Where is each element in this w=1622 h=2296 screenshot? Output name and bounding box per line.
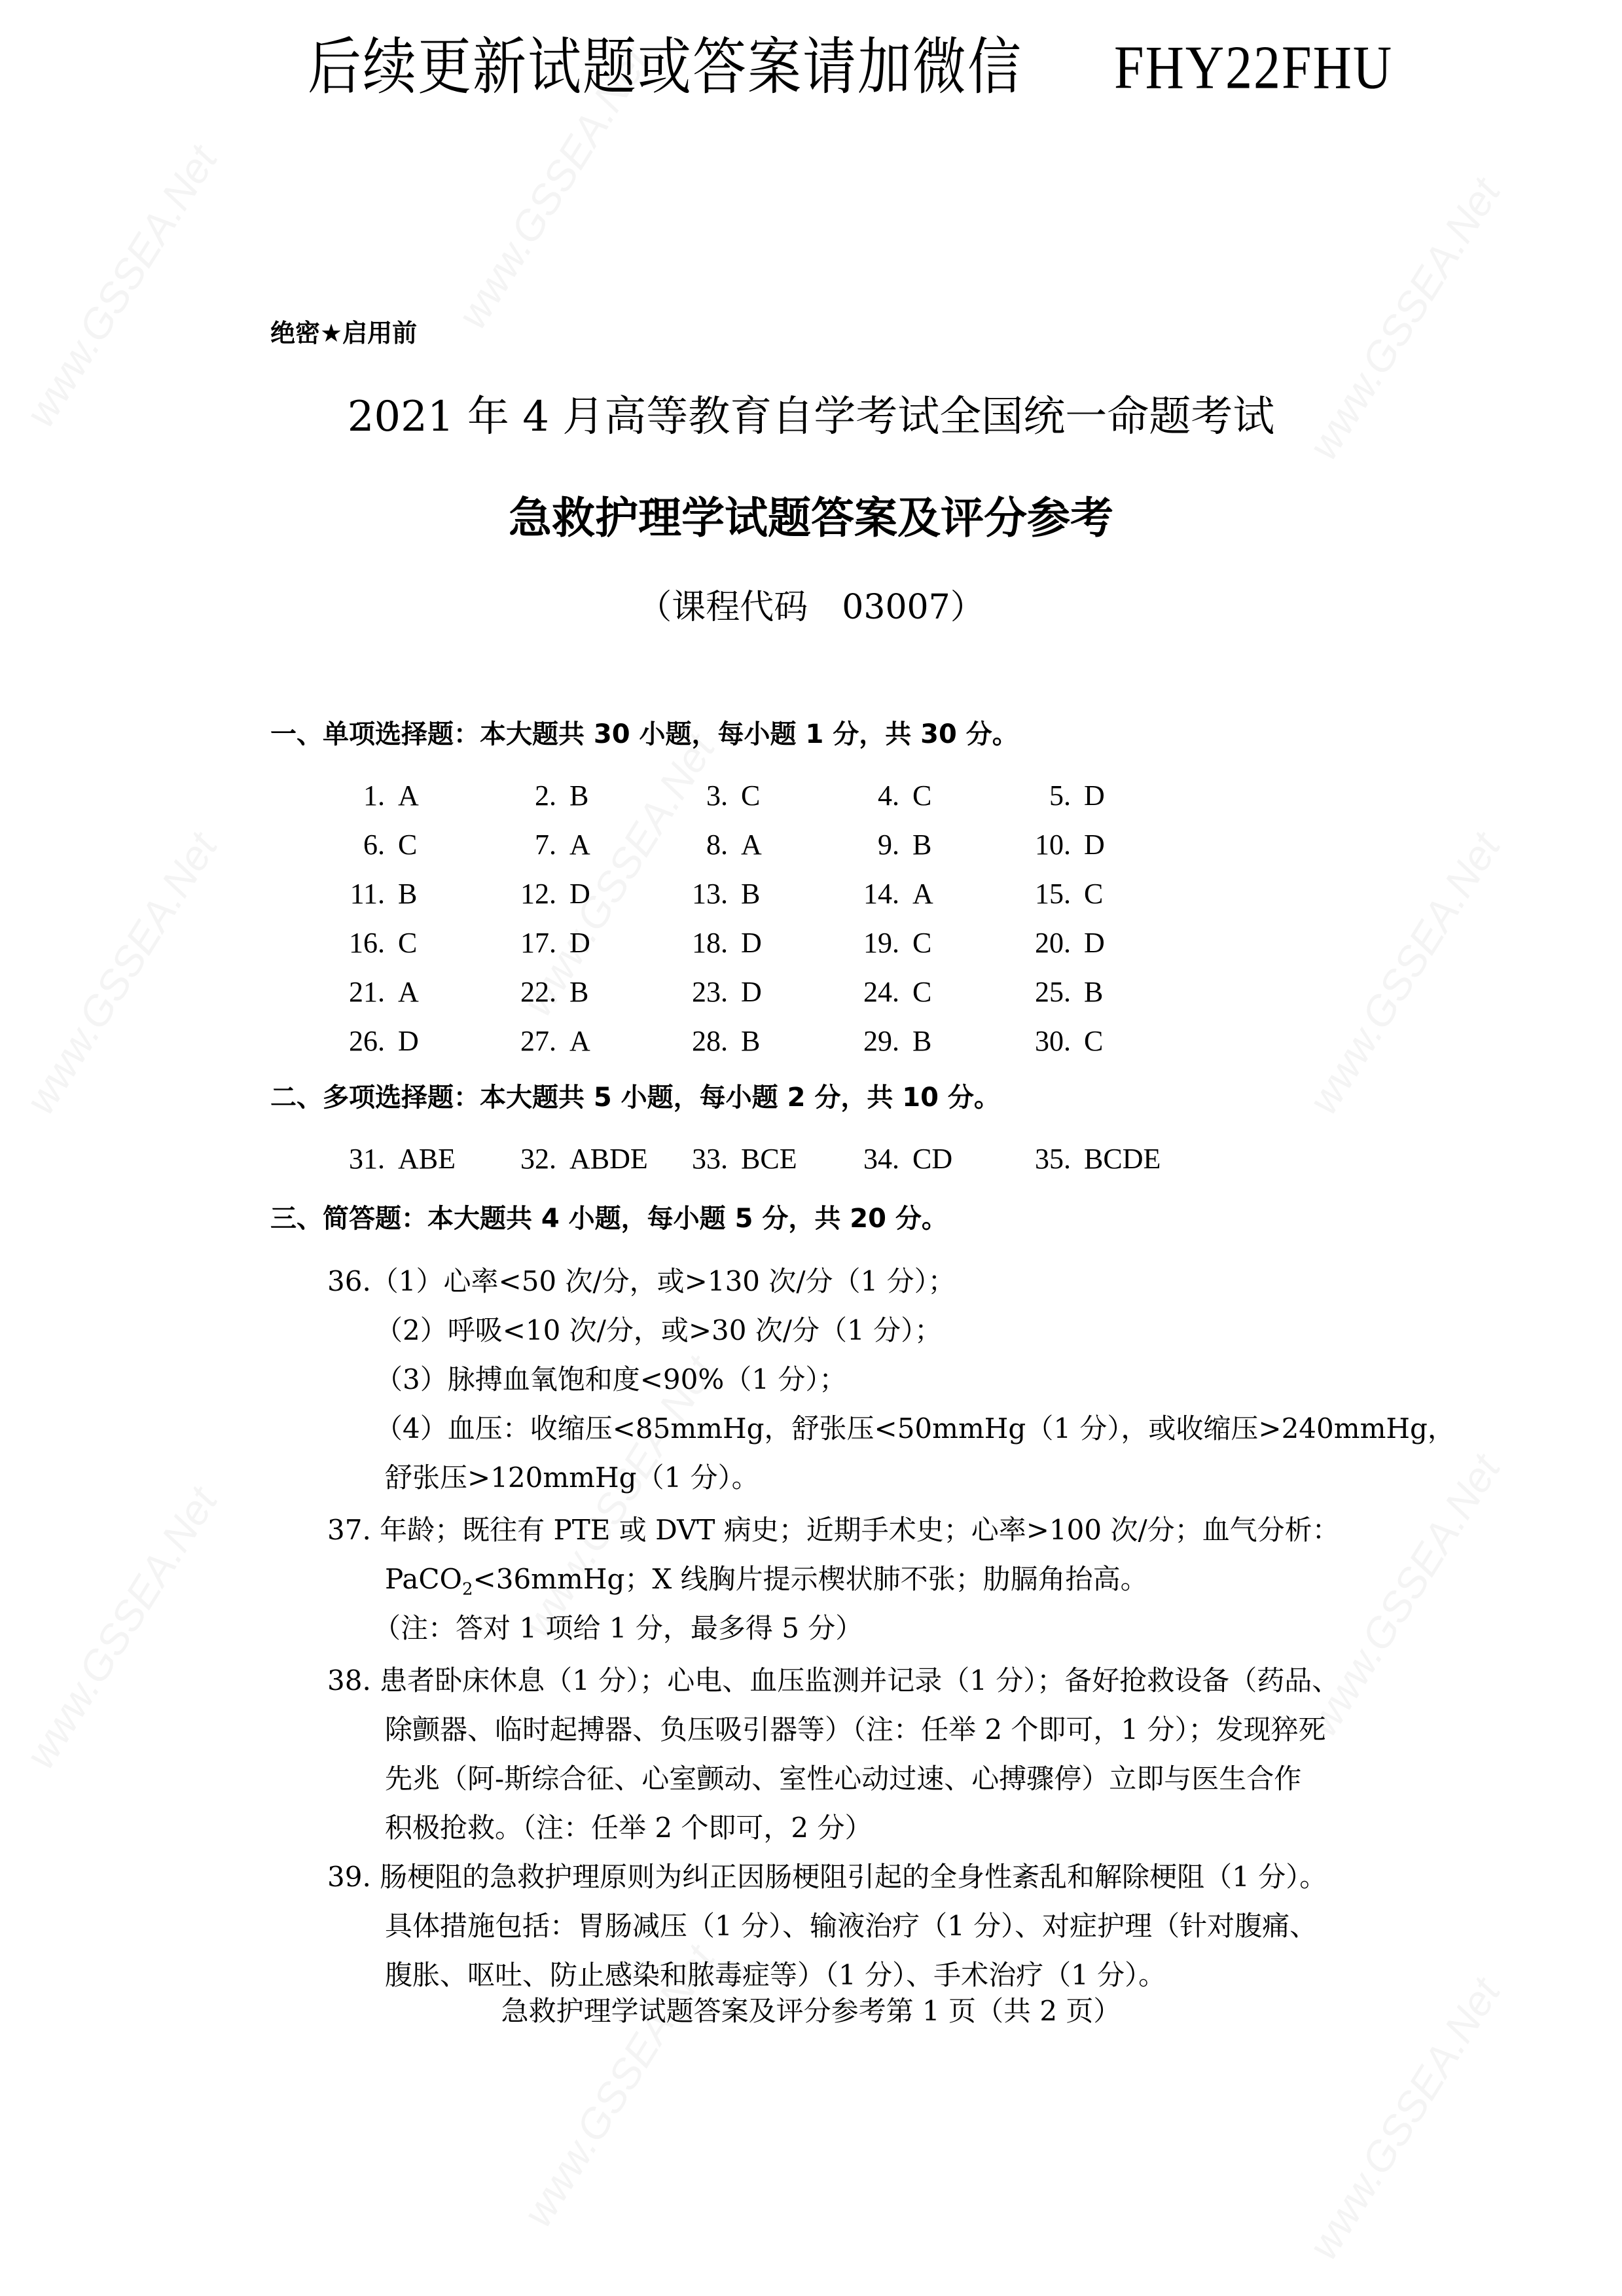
- question-number: 10.: [1035, 829, 1071, 861]
- question-number: 3.: [706, 780, 728, 812]
- question-number: 27.: [520, 1025, 556, 1057]
- answer-line: 39. 肠梗阻的急救护理原则为纠正因肠梗阻引起的全身性紊乱和解除梗阻（1 分）。: [327, 1861, 1327, 1893]
- answer-cell: [1013, 1142, 1183, 1175]
- answer-cell: [327, 877, 497, 910]
- answer-line: 除颤器、临时起搏器、负压吸引器等）（注：任举 2 个即可，1 分）；发现猝死: [385, 1713, 1326, 1746]
- answer-cell: [1013, 779, 1183, 812]
- answer-line: （2）呼吸<10 次/分，或>30 次/分（1 分）；: [375, 1314, 943, 1346]
- answer-cell: [1013, 877, 1183, 910]
- answer-cell: [499, 1142, 669, 1175]
- answer-cell: [670, 926, 840, 960]
- section3-heading: 三、简答题：本大题共 4 小题，每小题 5 分，共 20 分。: [270, 1204, 948, 1234]
- answer: C: [1084, 878, 1104, 910]
- course-code: （课程代码 03007）: [638, 588, 984, 627]
- question-number: 24.: [863, 976, 899, 1008]
- answer-line: （3）脉搏血氧饱和度<90%（1 分）；: [375, 1363, 847, 1395]
- secret-mark: 绝密★启用前: [270, 319, 418, 348]
- question-number: 35.: [1035, 1143, 1071, 1175]
- question-number: 2.: [535, 780, 556, 812]
- answer-cell: [327, 779, 497, 812]
- answer: BCE: [741, 1143, 797, 1175]
- answer-cell: [670, 877, 840, 910]
- answer-cell: [327, 828, 497, 861]
- question-number: 1.: [363, 780, 385, 812]
- formula-text: PaCO: [385, 1563, 462, 1595]
- question-number: 13.: [692, 878, 728, 910]
- answer-cell: [1013, 926, 1183, 960]
- question-number: 14.: [863, 878, 899, 910]
- answer-cell: [670, 975, 840, 1009]
- question-number: 19.: [863, 927, 899, 959]
- answer-cell: [327, 926, 497, 960]
- answer-line: 积极抢救。（注：任举 2 个即可，2 分）: [385, 1812, 873, 1844]
- question-number: 32.: [520, 1143, 556, 1175]
- question-number: 23.: [692, 976, 728, 1008]
- subscript: 2: [461, 1579, 473, 1600]
- banner-text: 后续更新试题或答案请加微信: [308, 31, 1023, 103]
- answer-cell: [842, 828, 1012, 861]
- answer: A: [912, 878, 933, 910]
- answer-cell: [842, 1024, 1012, 1058]
- answer-cell: [327, 1142, 497, 1175]
- answer: D: [569, 927, 590, 959]
- answer: D: [1084, 927, 1105, 959]
- answer: CD: [912, 1143, 953, 1175]
- answer-cell: [1013, 828, 1183, 861]
- question-number: 20.: [1035, 927, 1071, 959]
- question-number: 12.: [520, 878, 556, 910]
- answer-line: 38. 患者卧床休息（1 分）；心电、血压监测并记录（1 分）；备好抢救设备（药品、: [327, 1664, 1340, 1696]
- answer: D: [1084, 829, 1105, 861]
- exam-title: 2021 年 4 月高等教育自学考试全国统一命题考试: [347, 393, 1275, 441]
- answer-line: 舒张压>120mmHg（1 分）。: [385, 1462, 759, 1494]
- answer: A: [741, 829, 762, 861]
- question-number: 11.: [350, 878, 385, 910]
- answer-cell: [670, 828, 840, 861]
- answer: B: [741, 878, 761, 910]
- answer-line: 先兆（阿-斯综合征、心室颤动、室性心动过速、心搏骤停）立即与医生合作: [385, 1763, 1302, 1795]
- question-number: 7.: [535, 829, 556, 861]
- answer: A: [569, 829, 590, 861]
- answer: A: [398, 976, 419, 1008]
- answer: C: [912, 927, 932, 959]
- question-number: 4.: [878, 780, 899, 812]
- answer: A: [398, 780, 419, 812]
- answer-cell: [499, 779, 669, 812]
- answer-cell: [670, 779, 840, 812]
- answer: C: [912, 780, 932, 812]
- answer: C: [398, 927, 418, 959]
- answer: B: [398, 878, 418, 910]
- answer-cell: [842, 1142, 1012, 1175]
- page-footer: 急救护理学试题答案及评分参考第 1 页（共 2 页）: [501, 1995, 1121, 2027]
- answer: D: [398, 1025, 419, 1057]
- answer: C: [741, 780, 761, 812]
- answer-line: （4）血压：收缩压<85mmHg，舒张压<50mmHg（1 分），或收缩压>240mmHg，: [375, 1412, 1455, 1444]
- answer-cell: [842, 877, 1012, 910]
- answer: D: [569, 878, 590, 910]
- answer-cell: [1013, 1024, 1183, 1058]
- question-number: 34.: [863, 1143, 899, 1175]
- answer-text: <36mmHg；X 线胸片提示楔状肺不张；肋膈角抬高。: [473, 1563, 1148, 1595]
- answer: D: [741, 976, 762, 1008]
- answer: ABE: [398, 1143, 456, 1175]
- question-number: 22.: [520, 976, 556, 1008]
- question-number: 18.: [692, 927, 728, 959]
- answer-note: （注：答对 1 项给 1 分，最多得 5 分）: [373, 1612, 863, 1644]
- question-number: 6.: [363, 829, 385, 861]
- answer: D: [1084, 780, 1105, 812]
- watermark: [1299, 824, 1510, 1122]
- question-number: 28.: [692, 1025, 728, 1057]
- answer-cell: [670, 1142, 840, 1175]
- answer: C: [912, 976, 932, 1008]
- question-number: 15.: [1035, 878, 1071, 910]
- answer-cell: [842, 779, 1012, 812]
- question-number: 9.: [878, 829, 899, 861]
- answer: D: [741, 927, 762, 959]
- answer-line: 36.（1）心率<50 次/分，或>130 次/分（1 分）；: [327, 1265, 956, 1297]
- answer-cell: [499, 828, 669, 861]
- question-number: 31.: [349, 1143, 385, 1175]
- question-number: 30.: [1035, 1025, 1071, 1057]
- answer: B: [569, 976, 589, 1008]
- answer-cell: [499, 1024, 669, 1058]
- section2-heading: 二、多项选择题：本大题共 5 小题，每小题 2 分，共 10 分。: [270, 1083, 1000, 1113]
- answer: B: [912, 1025, 932, 1057]
- answer-line: 具体措施包括：胃肠减压（1 分）、输液治疗（1 分）、对症护理（针对腹痛、: [385, 1910, 1318, 1942]
- question-number: 21.: [349, 976, 385, 1008]
- question-number: 5.: [1049, 780, 1071, 812]
- section1-heading: 一、单项选择题：本大题共 30 小题，每小题 1 分，共 30 分。: [270, 719, 1018, 749]
- answer-cell: [499, 877, 669, 910]
- answer-cell: [499, 926, 669, 960]
- answer: B: [1084, 976, 1104, 1008]
- answer: ABDE: [569, 1143, 648, 1175]
- answer: C: [1084, 1025, 1104, 1057]
- question-number: 29.: [863, 1025, 899, 1057]
- answer-cell: [1013, 975, 1183, 1009]
- answer-cell: [842, 975, 1012, 1009]
- watermark: [16, 824, 227, 1122]
- watermark: [16, 1479, 227, 1776]
- question-number: 8.: [706, 829, 728, 861]
- answer: A: [569, 1025, 590, 1057]
- question-number: 33.: [692, 1143, 728, 1175]
- answer: B: [912, 829, 932, 861]
- promo-banner: [308, 26, 1394, 109]
- answer: B: [741, 1025, 761, 1057]
- document-title: 急救护理学试题答案及评分参考: [509, 493, 1113, 543]
- answer: C: [398, 829, 418, 861]
- question-number: 16.: [349, 927, 385, 959]
- answer: BCDE: [1084, 1143, 1161, 1175]
- answer-cell: [842, 926, 1012, 960]
- answer-cell: [670, 1024, 840, 1058]
- answer-line: 37. 年龄；既往有 PTE 或 DVT 病史；近期手术史；心率>100 次/分；血气分析：: [327, 1514, 1340, 1546]
- question-number: 25.: [1035, 976, 1071, 1008]
- answer-cell: [327, 1024, 497, 1058]
- answer-cell: [327, 975, 497, 1009]
- wechat-id: FHY22FHU: [1114, 33, 1394, 101]
- answer: B: [569, 780, 589, 812]
- answer-cell: [499, 975, 669, 1009]
- question-number: 26.: [349, 1025, 385, 1057]
- question-number: 17.: [520, 927, 556, 959]
- answer-line: 腹胀、呕吐、防止感染和脓毒症等）（1 分）、手术治疗（1 分）。: [385, 1959, 1166, 1991]
